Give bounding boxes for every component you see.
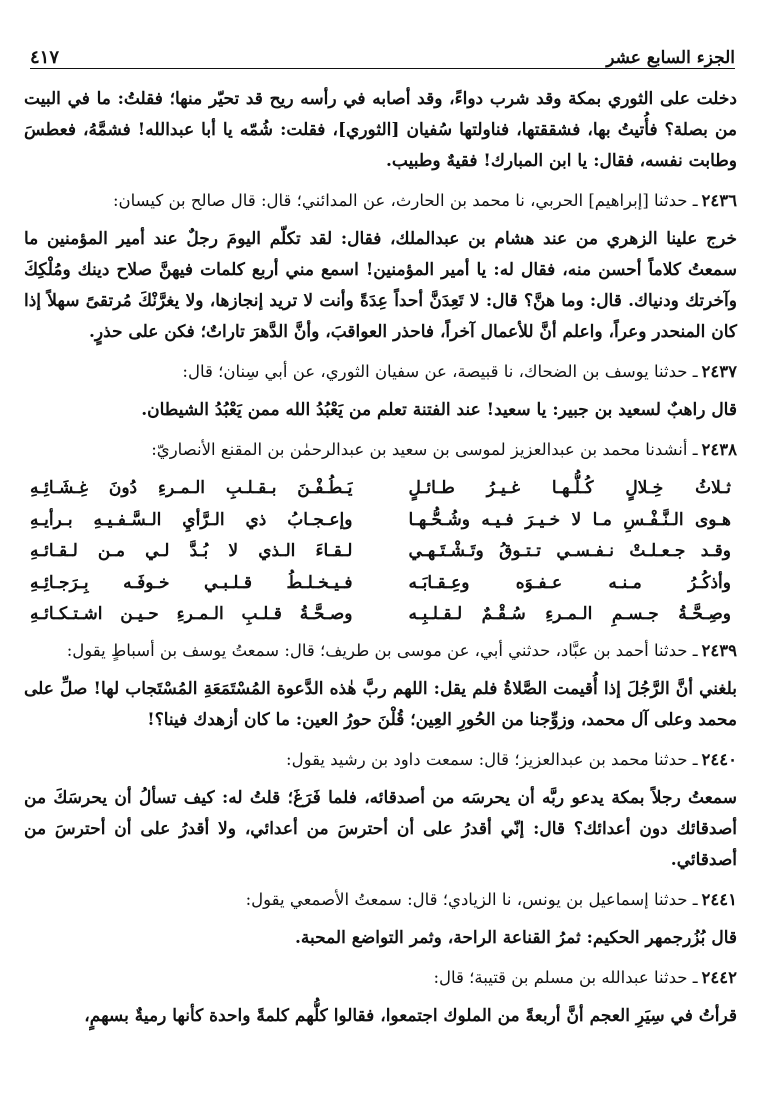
paragraph: خرج علينا الزهري من عند هشام بن عبدالملك، فقال: لقد تكلّم اليومَ رجلٌ عند أمير المؤمنين ما سمعتُ كلاماً أحسن منه، فقال له: يا أمير المؤمنين! اسمع مني أربع كلمات فيهنَّ صلاح دينك ومُلْكِكَ وآخرتك ودنياك. قال: وما هنَّ؟ قال: لا تَعِدَنَّ أحداً عِدَةً وأنت لا تريد إنجازها، ولا يغرَّنْكَ مُرتقىً سهلاً إذا كان المنحدر وعراً، واعلم أنَّ للأعمال آخراً، فاحذر العواقبَ، وأنَّ الدَّهرَ تاراتٌ؛ فكن على حذرٍ. <box>24 229 737 342</box>
page-header <box>30 34 735 69</box>
hadith-isnad <box>24 434 737 465</box>
poem-verse <box>30 568 731 600</box>
poem-verse <box>30 599 731 631</box>
isnad-text: ـ أنشدنا محمد بن عبدالعزيز لموسى بن سعيد بن عبدالرحمٰن بن المقنع الأنصاريّ: <box>151 440 698 459</box>
verse-second-hemistich: وصـحَّـةُ قـلـبِ الـمـرءِ حـيـن اشـتـكـائـهِ <box>30 604 353 624</box>
isnad-text: ـ حدثنا محمد بن عبدالعزيز؛ قال: سمعت داود بن رشيد يقول: <box>286 749 698 769</box>
page-number: ٤١٧ <box>30 47 60 68</box>
poem <box>30 473 731 631</box>
verse-first-hemistich: وقـد جـعـلـتْ نـفـسـي تـتـوقُ وتَـشْـتَـهـي <box>408 541 731 561</box>
hadith-number: ٢٤٣٩ <box>701 640 737 660</box>
hadith-isnad <box>24 635 737 666</box>
poem-verse <box>30 505 731 537</box>
isnad-text: ـ حدثنا يوسف بن الضحاك، نا قبيصة، عن سفيان الثوري، عن أبي سِنان؛ قال: <box>182 362 698 381</box>
verse-second-hemistich: لـقـاءَ الـذي لا بُـدَّ لـي مـن لـقـائـهِ <box>30 541 353 561</box>
isnad-text: ـ حدثنا عبدالله بن مسلم بن قتيبة؛ قال: <box>433 967 698 987</box>
isnad-text: ـ حدثنا أحمد بن عبَّاد، حدثني أبي، عن موسى بن طريف؛ قال: سمعتُ يوسف بن أسباطٍ يقول: <box>66 640 698 660</box>
paragraph: قال بُزُرجمهر الحكيم: ثمرُ القناعة الراحة، وثمر التواضع المحبة. <box>294 927 737 948</box>
hadith-isnad <box>24 962 737 993</box>
verse-first-hemistich: هـوى الـنَّـفْـسِ مـا لا خـيـرَ فـيـه وشُـحُّـهـا <box>408 509 731 530</box>
isnad-text: ـ حدثنا إسماعيل بن يونس، نا الزيادي؛ قال: سمعتُ الأصمعي يقول: <box>245 889 698 909</box>
hadith-number: ٢٤٤٢ <box>701 967 737 987</box>
hadith-isnad <box>24 744 737 775</box>
verse-second-hemistich: وإعـجـابُ ذي الـرَّأيِ الـسَّـفـيـهِ بـرأيـهِ <box>30 509 353 530</box>
page-body <box>24 84 737 1040</box>
verse-second-hemistich: يَـطُـفْـنَ بـقـلـبِ الـمـرءِ دُونَ غِـشَـائِـهِ <box>30 478 353 498</box>
paragraph: سمعتُ رجلاً بمكة يدعو ربَّه أن يحرسَه من أصدقائه، فلما فَرَغَ؛ قلتُ له: كيف تسألُ أن يحرسَكَ من أصدقائك دون أعدائك؟ قال: إنّي أقدرُ على أن أحترسَ من أعدائي، ولا أقدرُ على أن أحترسَ من أصدقائي. <box>24 787 737 870</box>
hadith-number: ٢٤٣٧ <box>701 362 737 381</box>
hadith-number: ٢٤٣٨ <box>701 440 737 459</box>
hadith-isnad <box>24 356 737 387</box>
verse-second-hemistich: فـيـخـلـطُ قـلـبـي خـوفَـه بِـرَجـائِـهِ <box>30 572 353 593</box>
isnad-text: ـ حدثنا [إبراهيم] الحربي، نا محمد بن الحارث، عن المدائني؛ قال: قال صالح بن كيسان: <box>112 191 698 210</box>
running-title: الجزء السابع عشر <box>606 48 735 68</box>
hadith-isnad <box>24 185 737 216</box>
verse-first-hemistich: وأذكُـرُ مـنـه عـفـوَه وعِـقـابَـه <box>408 572 731 593</box>
hadith-number: ٢٤٤٠ <box>701 749 737 769</box>
verse-first-hemistich: وصِـحَّـةُ جـسـمِ الـمـرءِ سُـقْـمٌ لـقـلـبِـه <box>408 604 731 624</box>
poem-verse <box>30 473 731 505</box>
paragraph: قرأتُ في سِيَرِ العجم أنَّ أربعةً من الملوك اجتمعوا، فقالوا كلُّهم كلمةً واحدة كأنها رميةٌ بسهمٍ، <box>84 1005 737 1026</box>
hadith-number: ٢٤٣٦ <box>701 191 737 210</box>
paragraph: قال راهبٌ لسعيد بن جبير: يا سعيد! عند الفتنة تعلم من يَعْبُدُ الله ممن يَعْبُدُ الشيطان. <box>141 400 737 420</box>
hadith-number: ٢٤٤١ <box>701 889 737 909</box>
poem-verse <box>30 536 731 568</box>
paragraph: دخلت على الثوري بمكة وقد شرب دواءً، وقد أصابه في رأسه ريح قد تحيّر منها؛ فقلتُ: ما في البيت من بصلة؟ فأُتيتُ بها، فشققتها، فناولتها سُفيان [الثوري]، فقلت: شُمّه يا أبا عبدالله! فشمَّهُ، فعطسَ وطابت نفسه، فقال: يا ابن المبارك! فقيهٌ وطبيب. <box>24 89 737 171</box>
verse-first-hemistich: ثـلاثُ خِـلالٍ كُـلُّـهـا غـيـرُ طـائـلٍ <box>408 478 731 498</box>
paragraph: بلغني أنَّ الرَّجُلَ إذا أُقيمت الصَّلاةُ فلم يقل: اللهم ربَّ هٰذه الدَّعوة المُسْتَمَعَةِ المُسْتَجاب لها! صلِّ على محمد وعلى آل محمد، وزوِّجنا من الحُورِ العِين؛ قُلْنَ حورُ العين: ما كان أزهدك فينا؟! <box>24 678 737 730</box>
hadith-isnad <box>24 884 737 915</box>
